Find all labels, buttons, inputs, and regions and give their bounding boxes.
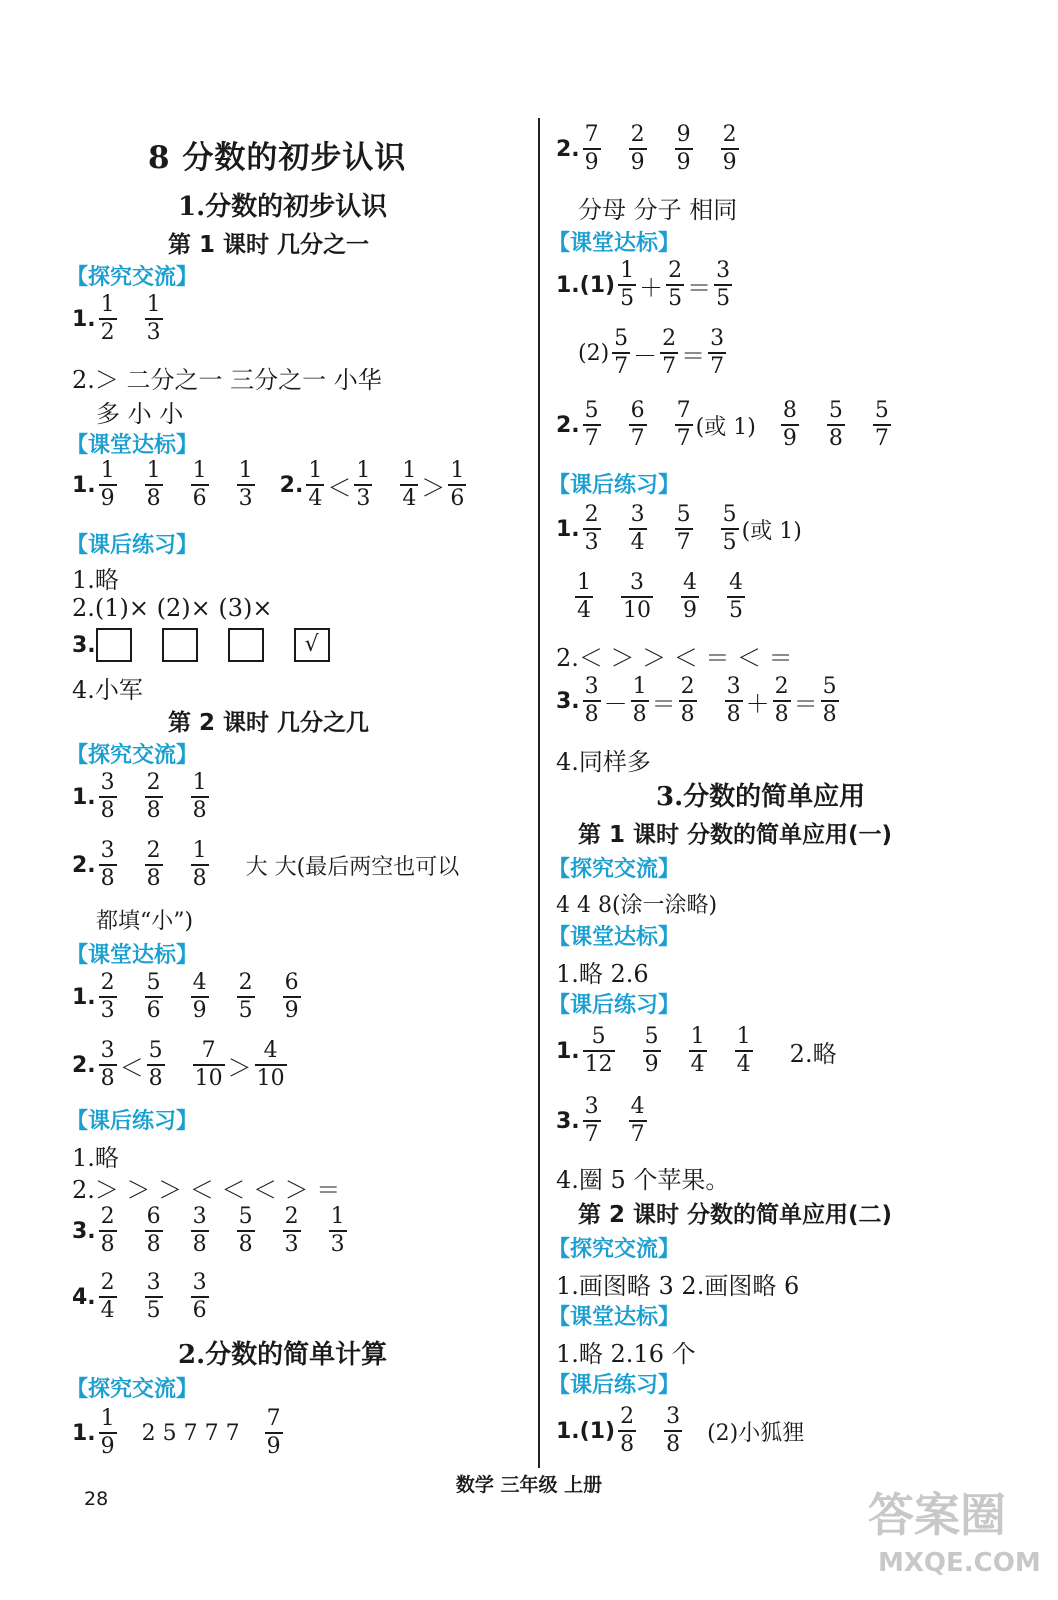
answer-row: 1.画图略 3 2.画图略 6 [556, 1272, 800, 1300]
answer-row: 1. $\frac{1}{9}$ 2 5 7 7 7 $\frac{7}{9}$ [72, 1406, 281, 1459]
answer-row: 4. $\frac{2}{4}$ $\frac{3}{5}$ $\frac{3}{6}$ [72, 1270, 207, 1323]
answer-row: 1.略 [72, 566, 119, 594]
fraction: $\frac{1}{2}$ [100, 292, 115, 345]
tag-after: 【课后练习】 [548, 993, 681, 1018]
tag-class: 【课堂达标】 [66, 433, 199, 458]
lesson-title-4: 第 2 课时 分数的简单应用(二) [578, 1202, 893, 1228]
answer-row: 1.(1) $\frac{1}{5}$ ＋ $\frac{2}{5}$ ＝ $\frac{3}{5}$ [556, 258, 731, 311]
lesson-title-2: 第 2 课时 几分之几 [168, 710, 370, 736]
watermark-logo: 答案圈 [868, 1488, 1006, 1542]
answer-row: 2. $\frac{5}{7}$ $\frac{6}{7}$ $\frac{7}{7}$ (或 1) $\frac{8}{9}$ $\frac{5}{8}$ $\frac{5}{7}$ [556, 398, 889, 451]
answer-row: 2.＞ 二分之一 三分之一 小华 [72, 366, 382, 394]
answer-row: $\frac{1}{4}$ $\frac{3}{10}$ $\frac{4}{9}$ $\frac{4}{5}$ [577, 570, 743, 623]
answer-row: 2. $\frac{3}{8}$ $\frac{2}{8}$ $\frac{1}{8}$ 大 大(最后两空也可以 [72, 838, 460, 891]
answer-row: 2.(1)× (2)× (3)× [72, 594, 273, 622]
answer-row: 1. $\frac{1}{9}$ $\frac{1}{8}$ $\frac{1}{6}$ $\frac{1}{3}$ 2. $\frac{1}{4}$ ＜ $\frac{1}{3}$ $\frac{1}{4}$ ＞ $\frac{1}{6}$ [72, 458, 465, 511]
tag-after: 【课后练习】 [66, 1109, 199, 1134]
page-number: 28 [84, 1488, 109, 1510]
chapter-title: 8 分数的初步认识 [148, 140, 407, 176]
answer-row: 1. $\frac{5}{12}$ $\frac{5}{9}$ $\frac{1}{4}$ $\frac{1}{4}$ 2.略 [556, 1024, 837, 1077]
answer-row: 4.同样多 [556, 748, 651, 776]
tag-class: 【课堂达标】 [548, 231, 681, 256]
answer-row: 3. $\frac{3}{7}$ $\frac{4}{7}$ [556, 1094, 645, 1147]
tag-explore: 【探究交流】 [66, 1377, 199, 1402]
answer-row: 1. $\frac{2}{3}$ $\frac{3}{4}$ $\frac{5}{7}$ $\frac{5}{5}$ (或 1) [556, 502, 802, 555]
tag-explore: 【探究交流】 [548, 1237, 681, 1262]
section-title-2: 2.分数的简单计算 [178, 1340, 388, 1370]
empty-box [96, 628, 132, 662]
tag-after: 【课后练习】 [548, 1373, 681, 1398]
answer-row: 2. $\frac{3}{8}$ ＜ $\frac{5}{8}$ $\frac{7}{10}$ ＞ $\frac{4}{10}$ [72, 1038, 285, 1091]
answer-row: 2.＞ ＞ ＞ ＜ ＜ ＜ ＞ ＝ [72, 1176, 341, 1204]
tag-explore: 【探究交流】 [548, 857, 681, 882]
page-footer: 数学 三年级 上册 [455, 1474, 603, 1496]
fraction: $\frac{1}{3}$ [146, 292, 161, 345]
check-box: √ [294, 628, 330, 662]
answer-row: 1. $\frac{2}{3}$ $\frac{5}{6}$ $\frac{4}{9}$ $\frac{2}{5}$ $\frac{6}{9}$ [72, 970, 299, 1023]
answer-row: 分母 分子 相同 [578, 196, 738, 224]
answer-row: 3. $\frac{2}{8}$ $\frac{6}{8}$ $\frac{3}{8}$ $\frac{5}{8}$ $\frac{2}{3}$ $\frac{1}{3}$ [72, 1204, 345, 1257]
answer-row: 1.略 2.6 [556, 960, 649, 988]
lesson-title-3: 第 1 课时 分数的简单应用(一) [578, 822, 893, 848]
answer-row: 多 小 小 [96, 400, 184, 428]
watermark-url: MXQE.COM [878, 1548, 1041, 1578]
answer-row: 1. $\frac{1}{2}$ $\frac{1}{3}$ [72, 292, 161, 345]
answer-row: 1.略 2.16 个 [556, 1340, 696, 1368]
answer-row: 4 4 8(涂一涂略) [556, 893, 718, 918]
lesson-title-1: 第 1 课时 几分之一 [168, 232, 370, 258]
answer-row: 2. $\frac{7}{9}$ $\frac{2}{9}$ $\frac{9}{9}$ $\frac{2}{9}$ [556, 122, 737, 175]
answer-row: 1.(1) $\frac{2}{8}$ $\frac{3}{8}$ (2)小狐狸 [556, 1404, 805, 1457]
answer-row: 4.圈 5 个苹果。 [556, 1166, 730, 1194]
answer-row: 4.小军 [72, 676, 143, 704]
tag-class: 【课堂达标】 [66, 943, 199, 968]
answer-row: 1.略 [72, 1144, 119, 1172]
tag-after: 【课后练习】 [66, 533, 199, 558]
answer-row: (2) $\frac{5}{7}$ － $\frac{2}{7}$ ＝ $\frac{3}{7}$ [578, 326, 725, 379]
section-title-3: 3.分数的简单应用 [656, 782, 866, 812]
tag-class: 【课堂达标】 [548, 1305, 681, 1330]
answer-row: 都填“小”) [96, 909, 194, 934]
answer-row: 2.＜ ＞ ＞ ＜ ＝ ＜ ＝ [556, 644, 793, 672]
tag-after: 【课后练习】 [548, 473, 681, 498]
answer-row: 1. $\frac{3}{8}$ $\frac{2}{8}$ $\frac{1}{8}$ [72, 770, 207, 823]
empty-box [228, 628, 264, 662]
tag-explore: 【探究交流】 [66, 743, 199, 768]
column-divider [538, 118, 540, 1468]
answer-row: 3. $\frac{3}{8}$ － $\frac{1}{8}$ ＝ $\frac{2}{8}$ $\frac{3}{8}$ ＋ $\frac{2}{8}$ ＝ $\frac{5}{8}$ [556, 674, 837, 727]
tag-class: 【课堂达标】 [548, 925, 681, 950]
tag-explore: 【探究交流】 [66, 265, 199, 290]
section-title-1: 1.分数的初步认识 [178, 192, 388, 222]
answer-row: 3. √ [72, 628, 360, 662]
empty-box [162, 628, 198, 662]
